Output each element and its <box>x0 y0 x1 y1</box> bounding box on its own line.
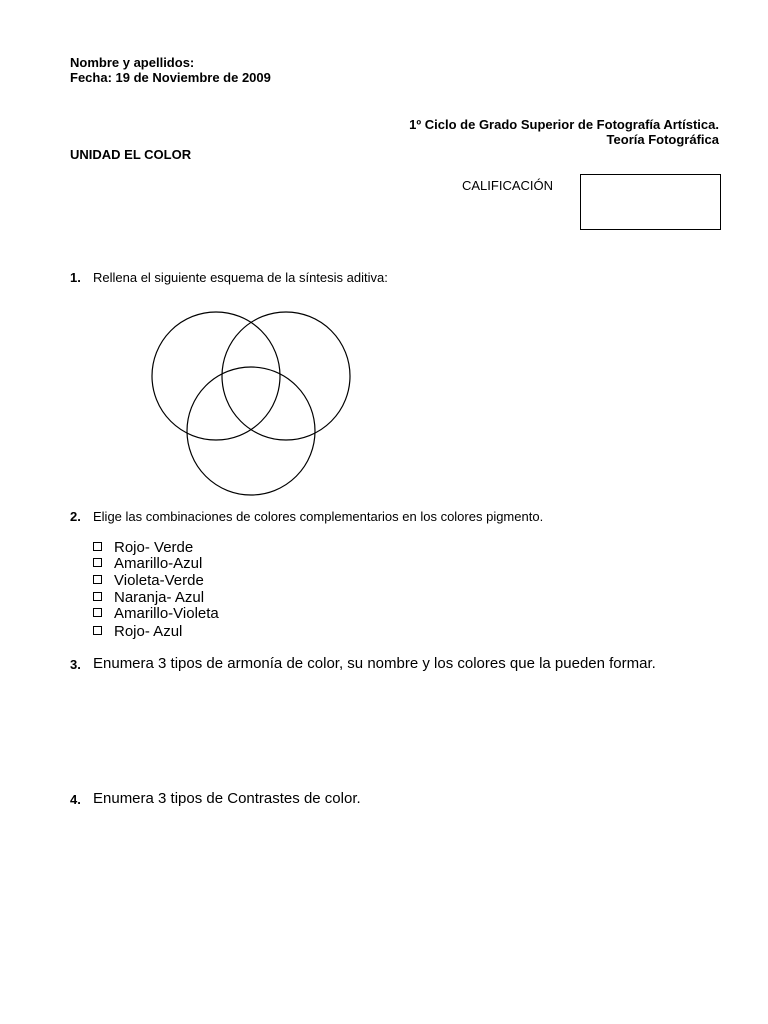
option-label: Violeta-Verde <box>114 572 204 589</box>
date-label: Fecha: 19 de Noviembre de 2009 <box>70 70 271 85</box>
venn-diagram[interactable] <box>140 305 364 500</box>
option-label: Rojo- Azul <box>114 623 183 640</box>
question-2-text: Elige las combinaciones de colores complementarios en los colores pigmento. <box>93 509 544 524</box>
checkbox[interactable] <box>93 592 102 601</box>
question-4-text: Enumera 3 tipos de Contrastes de color. <box>93 790 361 807</box>
checkbox[interactable] <box>93 542 102 551</box>
answer-area-3[interactable] <box>93 680 713 780</box>
option-label: Rojo- Verde <box>114 539 194 556</box>
option-item[interactable] <box>93 572 204 589</box>
checkbox[interactable] <box>93 575 102 584</box>
course-title: 1º Ciclo de Grado Superior de Fotografía Artística. <box>409 117 719 132</box>
question-2-number: 2. <box>70 509 81 524</box>
checkbox[interactable] <box>93 608 102 617</box>
question-3-number: 3. <box>70 657 81 672</box>
option-item[interactable] <box>93 555 202 572</box>
question-1-text: Rellena el siguiente esquema de la síntesis aditiva: <box>93 270 388 285</box>
unit-title: UNIDAD EL COLOR <box>70 147 192 162</box>
name-label: Nombre y apellidos: <box>70 55 195 70</box>
option-item[interactable] <box>93 605 219 622</box>
checkbox[interactable] <box>93 626 102 635</box>
question-4-number: 4. <box>70 792 81 807</box>
grade-box[interactable] <box>580 174 721 230</box>
grade-label: CALIFICACIÓN <box>462 178 554 193</box>
question-3-text: Enumera 3 tipos de armonía de color, su nombre y los colores que la pueden formar. <box>93 655 656 672</box>
option-label: Amarillo-Violeta <box>114 605 219 622</box>
venn-circle-left[interactable] <box>152 312 280 440</box>
course-subject: Teoría Fotográfica <box>606 132 719 147</box>
venn-circle-bottom[interactable] <box>187 367 315 495</box>
question-1-number: 1. <box>70 270 81 285</box>
checkbox[interactable] <box>93 558 102 567</box>
answer-area-4[interactable] <box>93 815 713 975</box>
venn-circle-right[interactable] <box>222 312 350 440</box>
option-label: Naranja- Azul <box>114 589 205 606</box>
option-item[interactable] <box>93 539 193 556</box>
option-label: Amarillo-Azul <box>114 555 203 572</box>
option-item[interactable] <box>93 623 182 640</box>
option-item[interactable] <box>93 589 204 606</box>
